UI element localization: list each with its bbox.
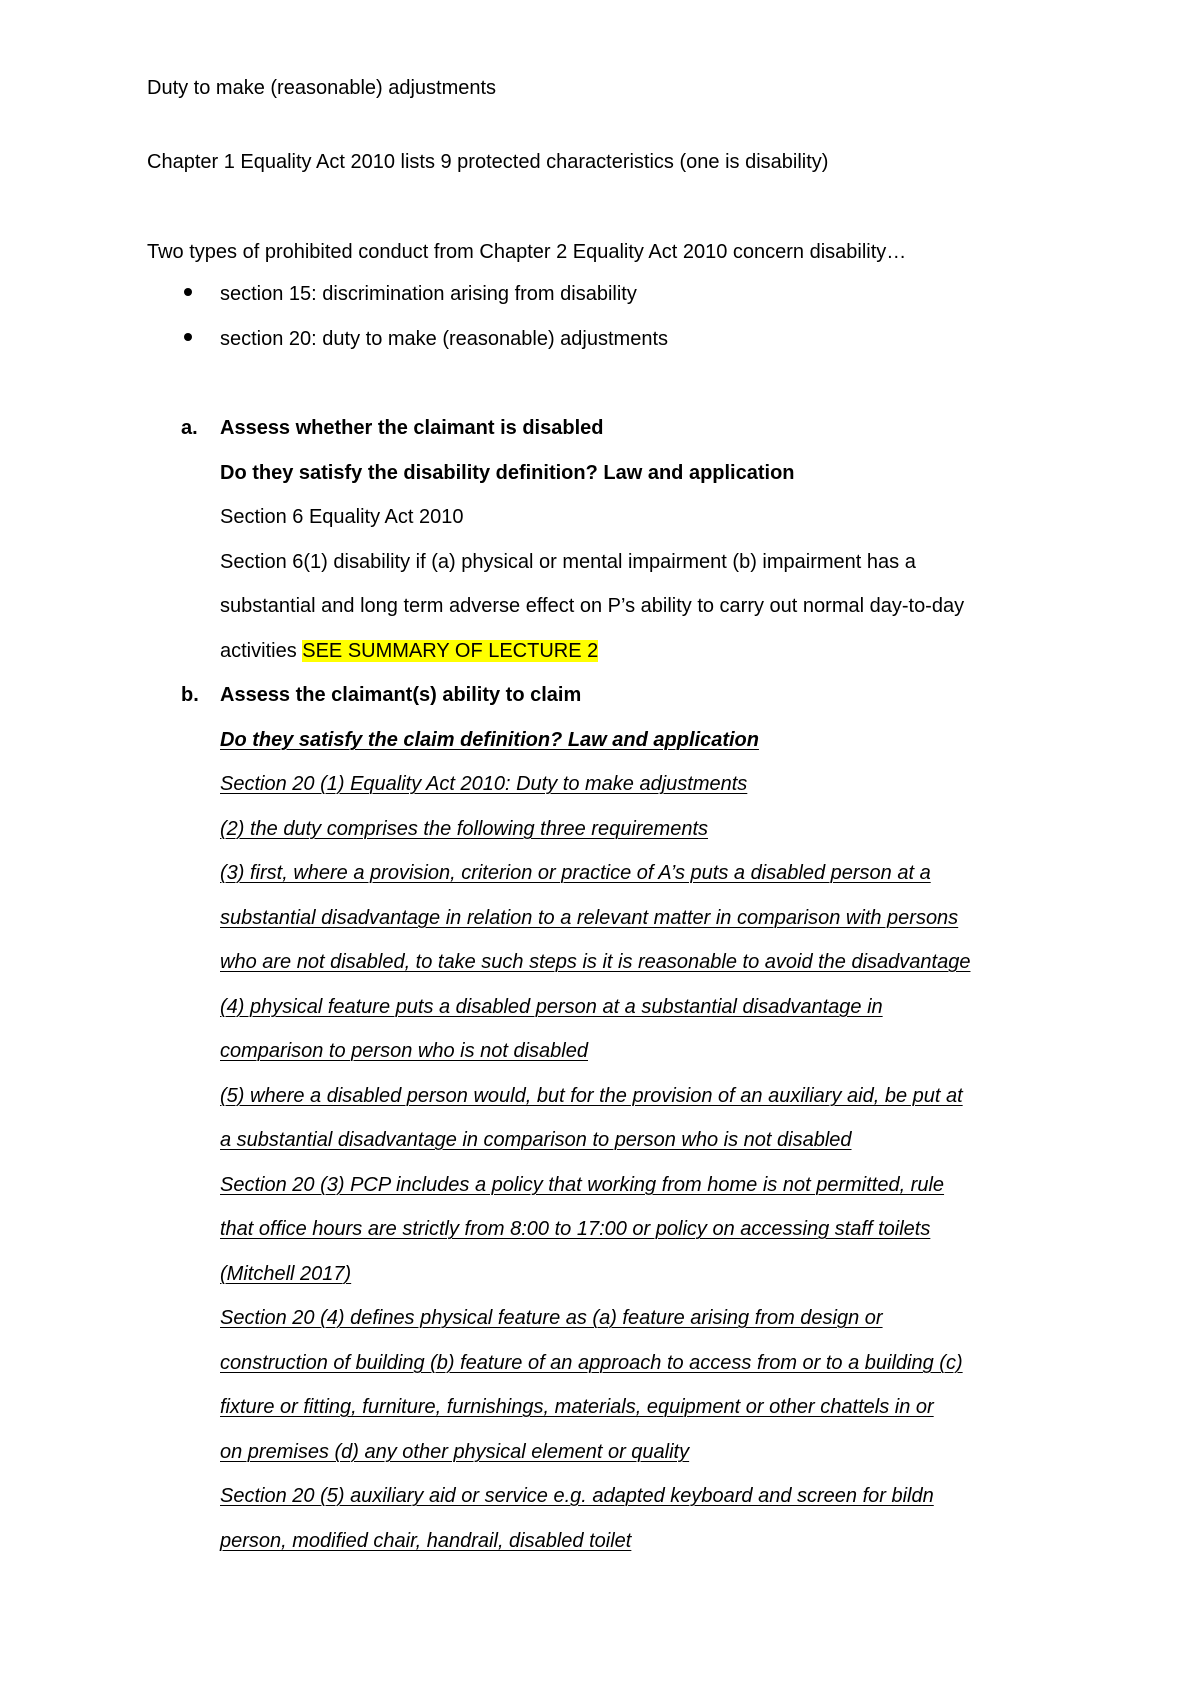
section-a-line: substantial and long term adverse effect on P’s ability to carry out normal day-to-day bbox=[220, 595, 965, 617]
prohibited-conduct-heading: Two types of prohibited conduct from Chapter 2 Equality Act 2010 concern disability… bbox=[147, 241, 907, 263]
activities-text: activities bbox=[220, 640, 303, 662]
lecture-summary-highlight: SEE SUMMARY OF LECTURE 2 bbox=[302, 640, 599, 662]
section-b-subheading: Do they satisfy the claim definition? Law and application bbox=[220, 729, 759, 751]
section-a-line: Section 6 Equality Act 2010 bbox=[220, 506, 464, 528]
document-title: Duty to make (reasonable) adjustments bbox=[147, 77, 497, 99]
section-a-subheading: Do they satisfy the disability definition? Law and application bbox=[220, 462, 795, 484]
section-b-line: Section 20 (3) PCP includes a policy that working from home is not permitted, rule bbox=[220, 1174, 945, 1196]
section-b-line: (2) the duty comprises the following three requirements bbox=[220, 818, 709, 840]
intro-paragraph: Chapter 1 Equality Act 2010 lists 9 protected characteristics (one is disability) bbox=[147, 151, 829, 173]
bullet-dot bbox=[184, 333, 192, 341]
bullet-item: section 20: duty to make (reasonable) adjustments bbox=[220, 328, 669, 350]
section-b-line: construction of building (b) feature of an approach to access from or to a building (c) bbox=[220, 1352, 963, 1374]
section-b-line: (5) where a disabled person would, but for the provision of an auxiliary aid, be put at bbox=[220, 1085, 963, 1107]
section-b-line: (3) first, where a provision, criterion or practice of A’s puts a disabled person at a bbox=[220, 862, 931, 884]
list-marker-a: a. bbox=[181, 417, 198, 439]
section-b-line: on premises (d) any other physical element or quality bbox=[220, 1441, 690, 1463]
section-b-line: Section 20 (4) defines physical feature as (a) feature arising from design or bbox=[220, 1307, 883, 1329]
section-b-heading: Assess the claimant(s) ability to claim bbox=[220, 684, 582, 706]
section-b-line: (4) physical feature puts a disabled person at a substantial disadvantage in bbox=[220, 996, 883, 1018]
section-b-line: comparison to person who is not disabled bbox=[220, 1040, 588, 1062]
bullet-item: section 15: discrimination arising from disability bbox=[220, 283, 637, 305]
section-a-heading: Assess whether the claimant is disabled bbox=[220, 417, 604, 439]
section-a-last-line bbox=[220, 637, 598, 665]
section-b-line: a substantial disadvantage in comparison to person who is not disabled bbox=[220, 1129, 852, 1151]
section-a-line: Section 6(1) disability if (a) physical or mental impairment (b) impairment has a bbox=[220, 551, 916, 573]
list-marker-b: b. bbox=[181, 684, 199, 706]
section-b-line: that office hours are strictly from 8:00 to 17:00 or policy on accessing staff toilets bbox=[220, 1218, 931, 1240]
section-b-line: person, modified chair, handrail, disabled toilet bbox=[220, 1530, 632, 1552]
section-b-line: Section 20 (5) auxiliary aid or service e.g. adapted keyboard and screen for bildn bbox=[220, 1485, 934, 1507]
section-b-line: fixture or fitting, furniture, furnishings, materials, equipment or other chattels in or bbox=[220, 1396, 934, 1418]
bullet-dot bbox=[184, 288, 192, 296]
section-b-line: substantial disadvantage in relation to a relevant matter in comparison with persons bbox=[220, 907, 959, 929]
section-b-line: (Mitchell 2017) bbox=[220, 1263, 352, 1285]
section-b-line: who are not disabled, to take such steps is it is reasonable to avoid the disadvantage bbox=[220, 951, 971, 973]
section-b-line: Section 20 (1) Equality Act 2010: Duty to make adjustments bbox=[220, 773, 748, 795]
